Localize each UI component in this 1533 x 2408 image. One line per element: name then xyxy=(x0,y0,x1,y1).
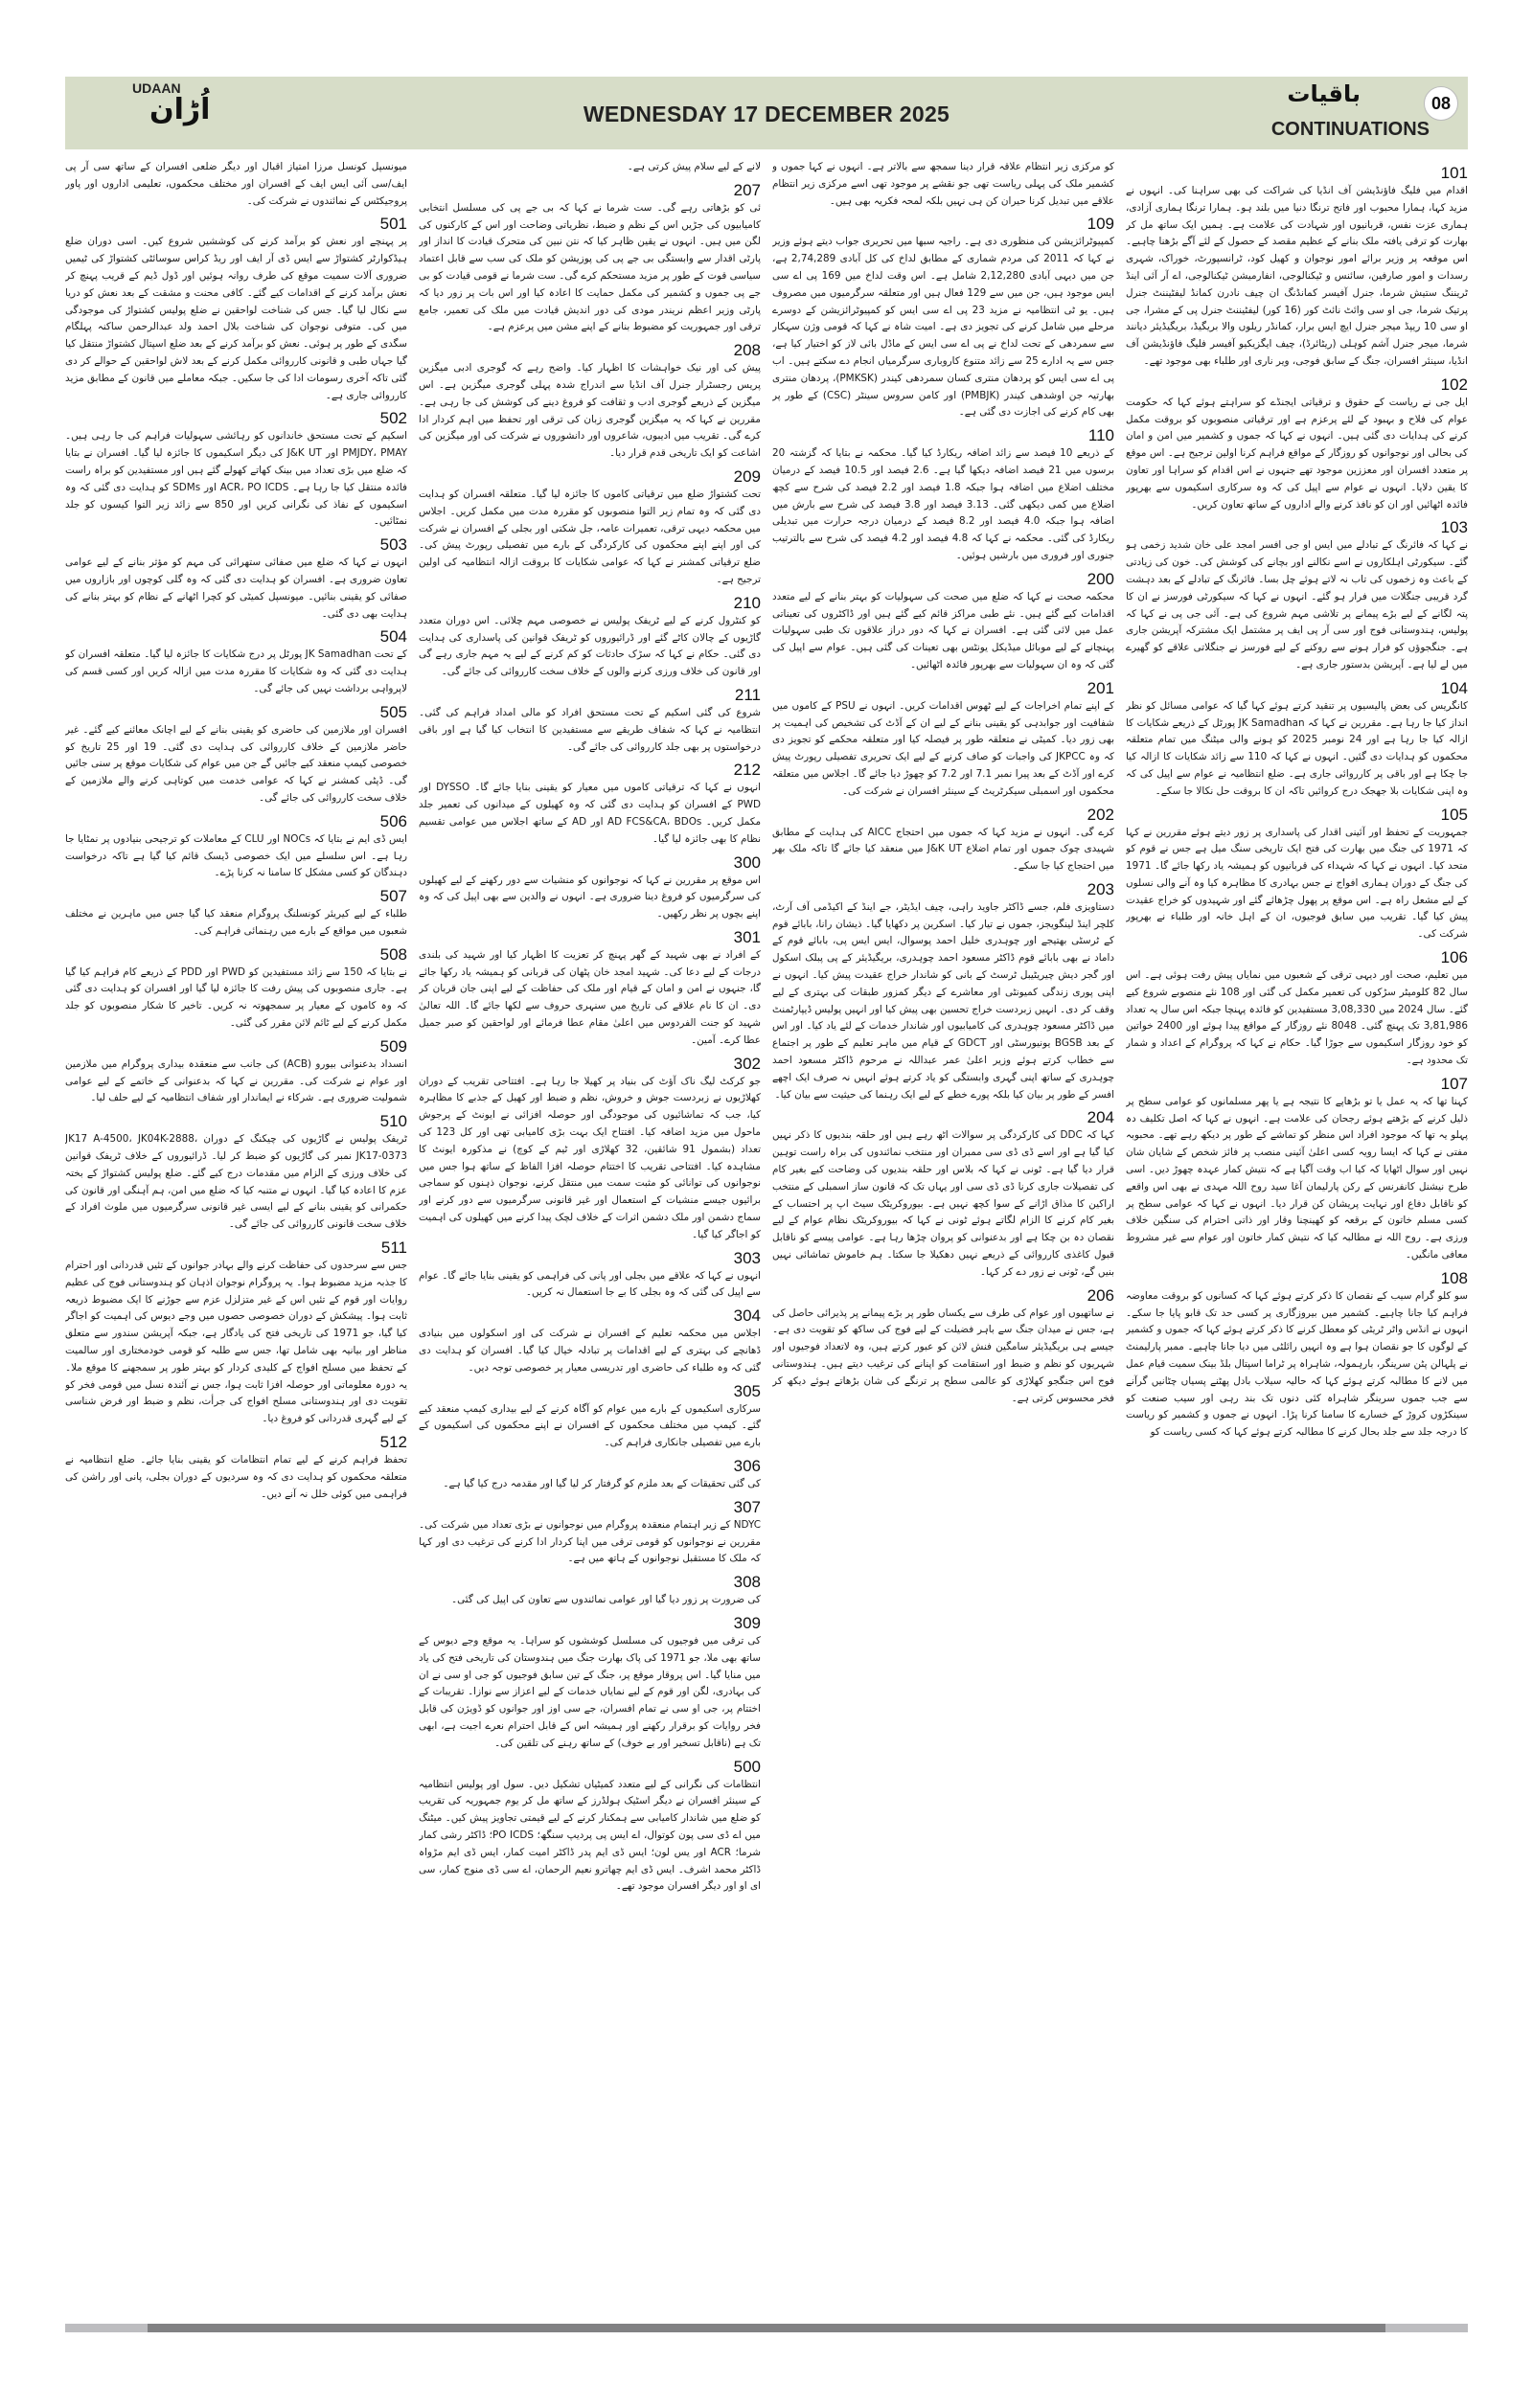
continuation-block xyxy=(65,1434,407,1503)
continuation-text: انسداد بدعنوانی بیورو (ACB) کی جانب سے منعقدہ بیداری پروگرام میں ملازمین اور عوام نے شرکت کی۔ مقررین نے کہا کہ بدعنوانی کے خاتمے کے لیے عوامی شمولیت ضروری ہے۔ شرکاء نے ایماندار اور شفاف انتظامیہ کے لیے حلف لیا۔ xyxy=(65,1057,407,1104)
brand-name-english: UDAAN xyxy=(132,80,181,96)
continuation-text: پیش کی اور نیک خواہشات کا اظہار کیا۔ واضح رہے کہ گوجری ادبی میگزین پریس رجسٹرار جنرل آف انڈیا سے اندراج شدہ پہلی گوجری میگزین ہے۔ اس میگزین کے ذریعے گوجری ادب و ثقافت کو فروغ دینے کی کوشش کی جا رہی ہے۔ مقررین نے کہا کہ یہ میگزین گوجری زبان کی ترقی اور تحفظ میں اہم کردار ادا کرے گی۔ تقریب میں ادیبوں، شاعروں اور دانشوروں نے شرکت کی اور میگزین کی اشاعت کو ایک تاریخی قدم قرار دیا۔ xyxy=(419,362,761,460)
continuation-number: 201 xyxy=(1087,678,1114,697)
continuation-text: ایل جی نے ریاست کے حقوق و ترقیاتی ایجنڈے کو سراہتے ہوئے کہا کہ حکومت عوام کی فلاح و بہبود کے لئے پرعزم ہے اور ترقیاتی منصوبوں کو بروقت مکمل کرنے کی ہدایات دی گئی ہیں۔ انہوں نے کہا کہ جموں و کشمیر میں امن و امان کی بحالی اور نوجوانوں کو روزگار کے مواقع فراہم کرنا اولین ترجیح ہے۔ اس موقع پر متعدد افسران اور معززین موجود تھے جنہوں نے اس اقدام کو سراہا اور تعاون کا یقین دلایا۔ انہوں نے عوام سے اپیل کی کہ وہ سرکاری اسکیموں سے بھرپور فائدہ اٹھائیں اور ان کو نافذ کرنے والے اداروں کے ساتھ تعاون کریں۔ xyxy=(1126,396,1468,511)
continuation-text: میونسپل کونسل مرزا امتیاز اقبال اور دیگر ضلعی افسران کے ساتھ سی آر پی ایف/سی آئی ایس ایف کے افسران اور مختلف محکموں، تعلیمی اداروں اور پاور پروجیکٹس کے نمائندوں نے شرکت کی۔ xyxy=(65,161,407,207)
continuation-text: ایس ڈی ایم نے بتایا کہ NOCs اور CLU کے معاملات کو ترجیحی بنیادوں پر نمٹایا جا رہا ہے۔ اس سلسلے میں ایک خصوصی ڈیسک قائم کیا گیا ہے تاکہ درخواست دہندگان کو کسی مشکل کا سامنا نہ کرنا پڑے۔ xyxy=(65,832,407,879)
continuation-text: انہوں نے کہا کہ ضلع میں صفائی ستھرائی کی مہم کو مؤثر بنانے کے لیے عوامی تعاون ضروری ہے۔ افسران کو ہدایت دی گئی کہ وہ گلی کوچوں اور بازاروں میں صفائی کو یقینی بنائیں۔ میونسپل کمیٹی کو کچرا اٹھانے کے نظام کو بہتر بنانے کی ہدایت بھی دی گئی۔ xyxy=(65,557,407,620)
continuation-number: 102 xyxy=(1440,375,1468,394)
continuation-number: 307 xyxy=(733,1497,761,1516)
continuation-number: 208 xyxy=(733,341,761,360)
continuation-number: 302 xyxy=(733,1054,761,1073)
continuation-block xyxy=(419,929,761,1050)
continuation-block xyxy=(419,1615,761,1753)
section-title-english: CONTINUATIONS xyxy=(1270,119,1430,140)
continuation-number: 107 xyxy=(1440,1074,1468,1093)
brand-name-urdu: اُڑان xyxy=(149,93,211,126)
continuation-number: 203 xyxy=(1087,879,1114,898)
continuation-number: 108 xyxy=(1440,1268,1468,1287)
continuation-number: 105 xyxy=(1440,805,1468,824)
continuation-text: افسران اور ملازمین کی حاضری کو یقینی بنانے کے لیے اچانک معائنے کیے گئے۔ غیر حاضر ملازمین کے خلاف کارروائی کی ہدایت دی گئی۔ 19 اور 25 تاریخ کو خصوصی کیمپ منعقد کیے جائیں گے جن میں عوام کی شکایات موقع پر سنی جائیں گی۔ ڈپٹی کمشنر نے کہا کہ عوامی خدمت میں کوتاہی کرنے والے ملازمین کے خلاف سخت کارروائی کی جائے گی۔ xyxy=(65,723,407,804)
continuation-block xyxy=(419,1759,761,1897)
continuation-block xyxy=(419,468,761,589)
continuation-number: 510 xyxy=(379,1112,407,1131)
continuation-number: 209 xyxy=(733,466,761,486)
continuation-text: کو مرکزی زیر انتظام علاقہ قرار دینا سمجھ سے بالاتر ہے۔ انہوں نے کہا جموں و کشمیر ملک کی پہلی ریاست تھی جو نقشے پر موجود تھی اسے مرکزی زیر انتظام علاقے میں تبدیل کرنا حیران کن ہی نہیں بلکہ لمحہ فکریہ بھی ہیں۔ xyxy=(772,161,1114,207)
continuation-text: کانگریس کی بعض پالیسیوں پر تنقید کرتے ہوئے کہا گیا کہ عوامی مسائل کو نظر انداز کیا جا رہا ہے۔ مقررین نے کہا کہ JK Samadhan پورٹل کے ذریعے شکایات کا ازالہ کیا جا رہا ہے اور 24 نومبر 2025 کو ہونے والی میٹنگ میں تمام متعلقہ محکموں کو ہدایات دی گئیں۔ انہوں نے کہا کہ 110 سے زائد شکایات کا ازالہ کیا جا چکا ہے اور باقی پر کارروائی جاری ہے۔ ضلع انتظامیہ نے عوام سے اپیل کی کہ وہ اپنی شکایات بلا جھجک درج کروائیں تاکہ ان کا بروقت حل نکالا جا سکے۔ xyxy=(1126,699,1468,797)
continuation-block xyxy=(1126,1076,1468,1264)
continuation-text: اقدام میں فلیگ فاؤنڈیشن آف انڈیا کی شراکت کی بھی سراہنا کی۔ انہوں نے مزید کہا، ہمارا محبوب اور فاتح ترنگا دنیا میں بلند ہو۔ ہمارا ترنگا ہماری آزادی، ہماری عزت نفس، قربانیوں اور شہادت کی علامت ہے۔ ہمیں ایک ساتھ مل کر بھارت کو ترقی یافتہ ملک بنانے کے عظیم مقصد کے حصول کے لئے آگے بڑھنا چاہیے۔ اس موقعہ پر وزیر برائے امور نوجوان و کھیل کود، ٹرانسپورٹ، خوراک، شہری رسدات و امور صارفین، سائنس و ٹیکنالوجی، انفارمیشن ٹیکنالوجی، اے آر آئی اینڈ ٹریننگ ستیش شرما، جنرل آفیسر کمانڈنگ ان چیف نادرن کمانڈ لیفٹیننٹ جنرل پرتیک شرما، جی او سی وائٹ نائٹ کور (16 کور) لیفٹیننٹ جنرل پی کے مشرا، جی او سی 10 ریپڈ میجر جنرل ایچ ایس برار، کمانڈر ریلوں والا بریگیڈ، بریگیڈیئر دیانند شرما، میجر جنرل آشم کوہلی (ریٹائرڈ)، چیف ایگزیکیو آفیسر فلیگ فاؤنڈیشن آف انڈیا، سینئر افسران، جنگ کے سابق فوجی، ویر ناری اور طلباء بھی موجود تھے۔ xyxy=(1126,185,1468,367)
continuation-number: 506 xyxy=(379,811,407,830)
continuation-number: 104 xyxy=(1440,678,1468,697)
section-title-urdu: باقیات xyxy=(1287,80,1361,107)
footer-bar xyxy=(65,2324,1468,2332)
continuation-text: کہا کہ DDC کی کارکردگی پر سوالات اٹھ رہے ہیں اور حلقہ بندیوں کا ذکر نہیں کیا گیا ہے اور اسے ڈی ڈی سی ممبران اور منتخب نمائندوں کی براہ راست توہین قرار دیا گیا ہے۔ ٹونی نے کہا کہ بلاس اور حلقہ بندیوں کی وضاحت کیے بغیر کام کی تفصیلات جاری کرنا ڈی ڈی سی اور یہاں تک کہ قانون ساز اسمبلی کے منتخب اراکین کا مذاق اڑانے کے سوا کچھ نہیں ہے۔ بیوروکریٹک سیٹ اپ پر احتساب کے بغیر کام کرنے کا الزام لگاتے ہوئے ٹونی نے کہا کہ بیوروکریٹک نظام عوام کے لیے نقصان دہ بن چکا ہے اور بدعنوانی کو پروان چڑھا رہا ہے۔ عوامی پیسے کو ناقابل قبول کاغذی کارروائی کے ذریعے نہیں دھکیلا جا سکتا۔ ہم خاموش تماشائی نہیں بنیں گے، ٹونی نے زور دے کر کہا۔ xyxy=(772,1129,1114,1278)
continuation-text: تحفظ فراہم کرنے کے لیے تمام انتظامات کو یقینی بنایا جائے۔ ضلع انتظامیہ نے متعلقہ محکموں کو ہدایت دی کہ وہ سردیوں کے دوران بجلی، پانی اور راشن کی فراہمی میں کوئی خلل نہ آنے دیں۔ xyxy=(65,1454,407,1500)
continuation-number: 303 xyxy=(733,1248,761,1267)
continuation-number: 309 xyxy=(733,1614,761,1632)
continuation-text: کے اپنے تمام اخراجات کے لیے ٹھوس اقدامات کریں۔ انہوں نے PSU کے کاموں میں شفافیت اور جوابدہی کو یقینی بنانے کے لیے ان کے آڈٹ کی تشخیص کی اہمیت پر بھی زور دیا۔ کمیٹی نے متعلقہ طور پر فیصلہ کیا اور متعلقہ محکمے کو تجویز دی کہ وہ JKPCC کی واجبات کو صاف کرنے کے لیے ایک تحریری تفصیلی رپورٹ پیش کرے اور آڈٹ کے بعد پیرا نمبر 7.1 اور 7.2 کو چھوڑ دیا جائے گا۔ اجلاس میں متعلقہ محکموں اور اسمبلی سیکرٹریٹ کے سینئر افسران نے شرکت کی۔ xyxy=(772,699,1114,797)
continuation-block xyxy=(65,1038,407,1107)
continuation-text: کہنا تھا کہ یہ عمل یا تو بڑھاپے کا نتیجہ ہے یا پھر مسلمانوں کو عوامی سطح پر ذلیل کرنے کے بڑھتے ہوئے رجحان کی علامت ہے۔ انہوں نے کہا کہ اصل تکلیف دہ پہلو یہ تھا کہ موجود افراد اس منظر کو تماشے کے طور پر دیکھ رہے تھے۔ محبوبہ مفتی نے کہا کہ ایسا رویہ کسی اعلیٰ آئینی منصب پر فائز شخص کے شایان شان نہیں اور سوال اٹھایا کہ کیا اب وقت آگیا ہے کہ نتیش کمار عہدہ چھوڑ دیں۔ اسی طرح نیشنل کانفرنس کے رکن پارلیمان آغا سید روح اللہ مہدی نے بھی اس واقعے کو ناقابل دفاع اور نہایت پریشان کن قرار دیا۔ انہوں نے کہا کہ عوامی سطح پر کسی مسلم خاتون کے برقعہ کو کھینچنا وقار اور ذاتی احترام کی سنگین خلاف ورزی ہے۔ روح اللہ نے مطالبہ کیا کہ نتیش کمار خاتون اور عوام سے غیر مشروط معافی مانگیں۔ xyxy=(1126,1095,1468,1261)
continuation-block xyxy=(419,687,761,756)
continuation-number: 301 xyxy=(733,927,761,946)
continuation-block xyxy=(1126,519,1468,673)
page-number-badge: 08 xyxy=(1424,86,1458,121)
continuation-number: 502 xyxy=(379,409,407,428)
continuation-text: طلباء کے لیے کیریئر کونسلنگ پروگرام منعقد کیا گیا جس میں ماہرین نے مختلف شعبوں میں مواقع کے بارے میں رہنمائی فراہم کی۔ xyxy=(65,908,407,937)
continuation-block xyxy=(419,854,761,923)
column-4 xyxy=(65,159,407,2314)
continuation-text: محکمہ صحت نے کہا کہ ضلع میں صحت کی سہولیات کو بہتر بنانے کے لیے متعدد اقدامات کیے گئے ہیں۔ نئے طبی مراکز قائم کیے گئے ہیں اور ڈاکٹروں کی تعیناتی عمل میں لائی گئی ہے۔ افسران نے کہا کہ دور دراز علاقوں تک طبی سہولیات پہنچانے کے لیے موبائل میڈیکل یونٹس بھی تعینات کی گئی ہیں۔ عوام سے اپیل کی گئی کہ وہ ان سہولیات سے بھرپور فائدہ اٹھائیں۔ xyxy=(772,590,1114,670)
continuation-block xyxy=(1126,165,1468,371)
continuation-number: 308 xyxy=(733,1573,761,1592)
continuation-block xyxy=(65,946,407,1033)
continuation-text: دستاویزی فلم، جسے ڈاکٹر جاوید راہی، چیف ایڈیٹر، جے اینڈ کے اکیڈمی آف آرٹ، کلچر اینڈ لینگویجز، جموں نے تیار کیا۔ اسکرین پر دکھایا گیا۔ ذیشان رانا، بابائے قوم کے ٹرسٹی بھتیجے اور چوہدری خلیل احمد پوسوال، ایس ایس پی، بابائے قوم کے داماد نے بھی بابائے قوم ڈاکٹر مسعود احمد چوہدری، بریگیڈیئر کے پی پبلک اسکول اور گجر دیش چیریٹیبل ٹرسٹ کے بانی کو شاندار خراج عقیدت پیش کیا۔ انہوں نے اپنی پوری زندگی کمیونٹی اور معاشرے کے دیگر کمزور طبقات کی بہتری کے لیے وقف کر دی۔ انہیں زبردست خراج تحسین بھی پیش کیا اور انہیں پولیس ڈیپارٹمنٹ میں ڈاکٹر مسعود چوہدری کی کامیابیوں اور شاندار خدمات کے لئے یاد کیا۔ اور اس کے بعد BGSB یونیورسٹی اور GDCT کے قیام میں ماہر تعلیم کے طور پر اجتماع سے خطاب کرتے ہوئے وزیر اعلیٰ عمر عبداللہ نے مرحوم ڈاکٹر مسعود احمد چوہدری کے ساتھ اپنی گہری وابستگی کو یاد کرتے ہوئے انہیں نہ صرف ایک اچھے افسر کے طور پر بیان کیا بلکہ پورے خطے کے لیے ایک رہنما کی حیثیت سے بیان کیا۔ xyxy=(772,900,1114,1101)
continuation-block xyxy=(772,680,1114,801)
continuation-text: اس موقع پر مقررین نے کہا کہ نوجوانوں کو منشیات سے دور رکھنے کے لیے کھیلوں کی سرگرمیوں کو فروغ دینا ضروری ہے۔ انہوں نے والدین سے بھی اپیل کی کہ وہ اپنے بچوں پر نظر رکھیں۔ xyxy=(419,874,761,920)
continuation-text: لانے کے لیے سلام پیش کرتی ہے۔ xyxy=(627,161,761,172)
continuation-block xyxy=(419,1307,761,1376)
continuation-block xyxy=(772,159,1114,210)
continuation-text: ٹریفک پولیس نے گاڑیوں کی چیکنگ کے دوران JK17 A-4500، JK04K-2888، JK17-0373 نمبر کی گاڑیوں کو ضبط کر لیا۔ ڈرائیوروں کے خلاف ٹریفک قوانین کی خلاف ورزی کے الزام میں مقدمات درج کیے گئے۔ ضلع پولیس کشتواڑ کے بختہ عزم کا اعادہ کیا گیا۔ انہوں نے متنبہ کیا کہ ضلع میں امن، ہم آہنگی اور قانون کی حکمرانی کو یقینی بنانے کے لیے ایسی غیر قانونی سرگرمیوں میں ملوث افراد کے خلاف سخت قانونی کارروائی کی جائے گی۔ xyxy=(65,1133,407,1231)
continuation-number: 202 xyxy=(1087,805,1114,824)
continuation-block xyxy=(1126,376,1468,514)
article-columns xyxy=(65,159,1468,2314)
continuation-text: جمہوریت کے تحفظ اور آئینی اقدار کی پاسداری پر زور دیتے ہوئے مقررین نے کہا کہ 1971 کی جنگ میں بھارت کی فتح ایک تاریخی سنگ میل ہے جس نے قوم کو متحد کیا۔ انہوں نے کہا کہ شہداء کی قربانیوں کو ہمیشہ یاد رکھا جائے گا۔ 1971 کی جنگ کے دوران ہماری افواج نے جس بہادری کا مظاہرہ کیا وہ آنے والی نسلوں کے لیے مشعل راہ ہے۔ اس موقع پر پھول چڑھائے گئے اور شہیدوں کو خراج عقیدت پیش کیا گیا۔ تقریب میں سابق فوجیوں، ان کے اہل خانہ اور طلباء نے بھرپور شرکت کی۔ xyxy=(1126,826,1468,941)
continuation-text: نے بتایا کہ 150 سے زائد مستفیدین کو PWD اور PDD کے ذریعے کام فراہم کیا گیا ہے۔ جاری منصوبوں کی پیش رفت کا جائزہ لیا گیا اور افسران کو ہدایت دی گئی کہ وہ کاموں کے معیار پر سمجھوتہ نہ کریں۔ تاخیر کا شکار منصوبوں کو جلد مکمل کرنے کے لیے ٹائم لائن مقرر کی گئی۔ xyxy=(65,965,407,1030)
continuation-text: جو کرکٹ لیگ ناک آؤٹ کی بنیاد پر کھیلا جا رہا ہے۔ افتتاحی تقریب کے دوران کھلاڑیوں نے زبردست جوش و خروش، نظم و ضبط اور کھیل کے جذبے کا مظاہرہ کیا، جب کہ تماشائیوں کی موجودگی اور حوصلہ افزائی نے ایونٹ کے پرجوش ماحول میں مزید اضافہ کیا۔ افتتاح ایک بہت بڑی کامیابی تھی اور کل 123 کی تعداد (بشمول 91 شائقین، 32 کھلاڑی اور ٹیم کے کوچ) نے مذکورہ ایونٹ کا مشاہدہ کیا۔ افتتاحی تقریب کا اختتام حوصلہ افزا الفاظ کے ساتھ ہوا جس میں نوجوانوں کی توانائی کو مثبت سمت میں منتقل کرنے، نوجوان ذہنوں کو سماجی برائیوں جیسے منشیات کے استعمال اور غیر قانونی سرگرمیوں سے دور کرنے اور سماج دشمن اور ملک دشمن اثرات کے خلاف لچک پیدا کرنے میں کھیلوں کی اہمیت کو اجاگر کیا گیا۔ xyxy=(419,1075,761,1240)
continuation-number: 103 xyxy=(1440,518,1468,537)
continuation-number: 508 xyxy=(379,944,407,964)
continuation-text: NDYC کے زیر اہتمام منعقدہ پروگرام میں نوجوانوں نے بڑی تعداد میں شرکت کی۔ مقررین نے نوجوانوں کو قومی ترقی میں اپنا کردار ادا کرنے کی ترغیب دی اور کہا کہ ملک کا مستقبل نوجوانوں کے ہاتھ میں ہے۔ xyxy=(419,1518,761,1565)
continuation-block xyxy=(1126,1270,1468,1442)
continuation-block xyxy=(65,536,407,623)
continuation-number: 101 xyxy=(1440,164,1468,182)
continuation-number: 304 xyxy=(733,1306,761,1326)
continuation-text: کی ضرورت پر زور دیا گیا اور عوامی نمائندوں سے تعاون کی اپیل کی گئی۔ xyxy=(451,1594,761,1606)
continuation-block xyxy=(1126,680,1468,801)
continuation-text: پر پہنچے اور نعش کو برآمد کرنے کی کوششیں شروع کیں۔ اسی دوران ضلع ہیڈکوارٹر کشتواڑ سے ایس ڈی آر ایف اور ریڈ کراس سوسائٹی کشتواڑ کی ٹیمیں ضروری آلات سمیت موقع کی طرف روانہ ہوئیں اور ڈول ڈیم کے قریب پہنچ کر نعش برآمد کرنے کے اقدامات کیے گئے۔ کافی محنت و مشقت کے بعد نعش کو دریا سے نکال لیا گیا۔ جس کی شناخت لواحقین نے ضلع پولیس کشتواڑ کی موجودگی میں کی۔ متوفی نوجوان کی شناخت بلال احمد ولد عبدالرحمن ساکنہ پہلگام سگدی کے طور پر ہوئی۔ نعش کو برآمد کرنے کے بعد ضلع اسپتال کشتواڑ منتقل کیا گیا جہاں طبی و قانونی کارروائی مکمل کرنے کے بعد لاش لواحقین کے حوالے کر دی گئی تاکہ آخری رسومات ادا کی جا سکیں۔ جبکہ معاملے میں قانون کے مطابق مزید کارروائی جاری ہے۔ xyxy=(65,236,407,401)
continuation-block xyxy=(772,427,1114,565)
continuation-number: 501 xyxy=(379,215,407,234)
continuation-text: اسکیم کے تحت مستحق خاندانوں کو رہائشی سہولیات فراہم کی جا رہی ہیں۔ PMJDY، PMAY اور J&K UT کی دیگر اسکیموں کا جائزہ لیا گیا۔ افسران نے بتایا کہ ضلع میں بڑی تعداد میں بینک کھاتے کھولے گئے ہیں اور مستفیدین کو براہ راست فائدہ منتقل کیا جا رہا ہے۔ ACR، PO ICDS اور SDMs کو ہدایت دی گئی کہ وہ اسکیموں کے نفاذ کی نگرانی کریں اور 850 سے زائد زیر التوا کیسوں کو جلد نمٹائیں۔ xyxy=(65,430,407,528)
continuation-number: 505 xyxy=(379,702,407,721)
continuation-block xyxy=(65,813,407,882)
continuation-block xyxy=(419,761,761,848)
continuation-block xyxy=(1126,949,1468,1070)
continuation-number: 204 xyxy=(1087,1108,1114,1127)
continuation-number: 504 xyxy=(379,627,407,647)
continuation-block xyxy=(772,571,1114,674)
continuation-block xyxy=(65,410,407,531)
continuation-text: ئی کو بڑھاتی رہے گی۔ ست شرما نے کہا کہ بی جے پی کی مسلسل انتخابی کامیابیوں کی جڑیں اس کے نظم و ضبط، نظریاتی وضاحت اور اس کے کارکنوں کی لگن میں ہیں۔ انہوں نے یقین ظاہر کیا کہ نتن نبین کی متحرک قیادت کا انداز اور پارٹی اقدار سے وابستگی بی جے پی کی پوزیشن کو ملک کی سب سے قابل اعتماد سیاسی قوت کے طور پر مزید مستحکم کرے گی۔ ست شرما نے قومی قیادت کو بی جے پی جموں و کشمیر کی مکمل حمایت کا اعادہ کیا اور اس بات پر زور دیا کہ پارٹی وزیر اعظم نریندر مودی کی دور اندیش قیادت میں ملک کی تعمیر، جامع ترقی اور جمہوریت کو مضبوط بنانے کے اپنے مشن میں پرعزم ہے۔ xyxy=(419,201,761,333)
continuation-block xyxy=(419,595,761,681)
continuation-block xyxy=(65,1239,407,1428)
continuation-number: 512 xyxy=(379,1433,407,1452)
continuation-text: کرے گی۔ انہوں نے مزید کہا کہ جموں میں احتجاج AICC کی ہدایت کے مطابق شہیدی چوک جموں اور تمام اضلاع J&K UT میں منعقد کیا جائے گا تاکہ ملک بھر میں احتجاج کیا جا سکے۔ xyxy=(772,826,1114,873)
continuation-text: کے افراد نے بھی شہید کے گھر پہنچ کر تعزیت کا اظہار کیا اور شہید کی بلندی درجات کے لیے دعا کی۔ شہید امجد خان پٹھان کی قربانی کو ہمیشہ یاد رکھا جائے گا، جنہوں نے امن و امان کے قیام اور ملک کی حفاظت کے لیے اپنی جان قربان کر دی۔ ان کا نام علاقے کی تاریخ میں سنہری حروف سے لکھا جائے گا۔ اللہ تعالیٰ شہید کو جنت الفردوس میں اعلیٰ مقام عطا فرمائے اور لواحقین کو صبر جمیل عطا کرے۔ آمین۔ xyxy=(419,948,761,1046)
continuation-text: کی گئی تحقیقات کے بعد ملزم کو گرفتار کر لیا گیا اور مقدمہ درج کیا گیا ہے۔ xyxy=(443,1478,761,1490)
continuation-block xyxy=(419,342,761,463)
continuation-block xyxy=(65,159,407,210)
continuation-number: 110 xyxy=(1087,426,1114,445)
continuation-text: انہوں نے کہا کہ علاقے میں بجلی اور پانی کی فراہمی کو یقینی بنایا جائے گا۔ عوام سے اپیل کی گئی کہ وہ بجلی کا بے جا استعمال نہ کریں۔ xyxy=(419,1269,761,1299)
continuation-text: نے کہا کہ فائرنگ کے تبادلے میں ایس او جی افسر امجد علی خان شدید زخمی ہو گئے۔ سیکورٹی اہلکاروں نے اسے نکالنے اور بچانے کی کوشش کی۔ خون کی زیادتی کے باعث وہ زخموں کی تاب نہ لاتے ہوئے چل بسا۔ فائرنگ کے تبادلے کے بعد دہشت گرد قریبی جنگلات میں فرار ہو گئے۔ انہوں نے کہا کہ سیکورٹی فورسز نے ان کا پتہ لگانے کے لیے بڑے پیمانے پر تلاشی مہم شروع کی ہے۔ آئی جی پی نے کہا کہ پولیس، ہندوستانی فوج اور سی آر پی ایف پر مشتمل ایک مشترکہ آپریشن جاری ہے۔ جنگجوؤں کو فرار ہونے سے روکنے کے لیے فورسز نے جنگلاتی علاقے کو گھیرے میں لے لیا ہے۔ آپریشن بدستور جاری ہے۔ xyxy=(1126,539,1468,670)
continuation-number: 206 xyxy=(1087,1285,1114,1305)
continuation-number: 511 xyxy=(380,1238,407,1258)
continuation-block xyxy=(419,1458,761,1493)
continuation-number: 210 xyxy=(733,593,761,612)
continuation-text: اجلاس میں محکمہ تعلیم کے افسران نے شرکت کی اور اسکولوں میں بنیادی ڈھانچے کی بہتری کے لیے اقدامات پر تبادلہ خیال کیا گیا۔ افسران کو ہدایت دی گئی کہ وہ طلباء کی حاضری اور تدریسی معیار پر خصوصی توجہ دیں۔ xyxy=(419,1328,761,1374)
continuation-text: سرکاری اسکیموں کے بارے میں عوام کو آگاہ کرنے کے لیے بیداری کیمپ منعقد کیے گئے۔ کیمپ میں مختلف محکموں کے افسران نے اپنے محکموں کی اسکیموں کے بارے میں تفصیلی جانکاری فراہم کی۔ xyxy=(419,1402,761,1449)
continuation-number: 109 xyxy=(1087,215,1114,234)
continuation-text: کے ذریعے 10 فیصد سے زائد اضافہ ریکارڈ کیا گیا۔ محکمہ نے بتایا کہ گزشتہ 20 برسوں میں 21 فیصد اضافہ دیکھا گیا ہے۔ 2.6 فیصد اور 10.5 فیصد کے درمیان مختلف اضلاع میں اضافہ ہوا جبکہ 1.8 فیصد اور 2.2 فیصد کی شرح سے کچھ اضلاع میں کمی دیکھی گئی۔ 3.13 فیصد اور 3.8 فیصد کی شرح سے بارش میں اضافہ ہوا جبکہ 4.0 فیصد اور 8.2 فیصد کے درمیان درجہ حرارت میں تبدیلی ریکارڈ کی گئی۔ محکمہ نے کہا کہ 4.8 فیصد اور 4.2 فیصد کی شرح سے بالترتیب جنوری اور فروری میں بارشیں ہوئیں۔ xyxy=(772,447,1114,561)
continuation-block xyxy=(419,1056,761,1244)
continuation-text: کی ترقی میں فوجیوں کی مسلسل کوششوں کو سراہا۔ یہ موقع وجے دیوس کے ساتھ بھی ملا، جو 1971 کی پاک بھارت جنگ میں ہندوستان کی تاریخی فتح کی یاد میں منایا گیا۔ اس پروقار موقع پر، جنگ کے تین سابق فوجیوں کو جی او سی نے ان کی بہادری، لگن اور قوم کے لیے نمایاں خدمات کے لیے اعزاز سے نوازا۔ تقریبات کے اختتام پر، جی او سی نے تمام افسران، جے سی اوز اور جوانوں کو ڈویژن کی قابل فخر روایات کو برقرار رکھنے اور ہمیشہ اس کے قابل احترام نعرے اجیت ہے، ابھی تک ہے (ناقابل تسخیر اور بے خوف) کے ساتھ رہنے کی تلقین کی۔ xyxy=(419,1635,761,1749)
continuation-number: 106 xyxy=(1440,948,1468,967)
continuation-block xyxy=(65,1113,407,1234)
continuation-text: کے تحت JK Samadhan پورٹل پر درج شکایات کا جائزہ لیا گیا۔ متعلقہ افسران کو ہدایت دی گئی کہ وہ شکایات کا مقررہ مدت میں ازالہ کریں اور کسی قسم کی لاپرواہی برداشت نہیں کی جائے گی۔ xyxy=(65,648,407,694)
continuation-block xyxy=(419,1383,761,1452)
continuation-block xyxy=(772,216,1114,421)
continuation-number: 509 xyxy=(379,1036,407,1056)
publication-date: WEDNESDAY 17 DECEMBER 2025 xyxy=(583,102,950,126)
footer-bar-inner xyxy=(148,2324,1385,2332)
continuation-block xyxy=(65,628,407,697)
continuation-number: 200 xyxy=(1087,569,1114,588)
column-3 xyxy=(419,159,761,2314)
continuation-block xyxy=(772,1109,1114,1281)
continuation-text: سو کلو گرام سیب کے نقصان کا ذکر کرتے ہوئے کہا کہ کسانوں کو بروقت معاوضہ فراہم کیا جانا چاہیے۔ کشمیر میں بیروزگاری پر کسی حد تک قابو پایا جا سکے۔ انہوں نے انڈس واٹر ٹریٹی کو معطل کرنے کا ذکر کرتے ہوئے کہا کہ جموں و کشمیر کے لوگوں کا جو نقصان ہوا ہے وہ انہیں رائلٹی میں دیا جانا چاہیے۔ ممبر پارلیمنٹ نے پلہالن پٹن سرینگر، بارہمولہ، شاہراہ پر ٹراما اسپتال بلڈ بینک سمیت قیام عمل میں لانے کا مطالبہ کرتے ہوئے کہا کہ حالیہ سیلاب بادل پھٹنے پسیاں چٹانیں گرآنے سے جب جموں سرینگر شاہراہ کئی دنوں تک بند رہی اور سیب صنعت کو سینکڑوں کروڑ کے خسارے کا سامنا کرنا پڑا۔ انہوں نے جموں و کشمیر کو ریاست کا درجہ جلد سے جلد بحال کرنے کا مطالبہ کرتے ہوئے کہا کہ کسی ریاست کو xyxy=(1126,1289,1468,1439)
continuation-number: 207 xyxy=(733,180,761,199)
continuation-block xyxy=(65,704,407,807)
continuation-block xyxy=(419,1499,761,1568)
continuation-number: 211 xyxy=(734,685,761,704)
continuation-text: تحت کشتواڑ ضلع میں ترقیاتی کاموں کا جائزہ لیا گیا۔ متعلقہ افسران کو ہدایت دی گئی کہ وہ تمام زیر التوا منصوبوں کو مقررہ مدت میں مکمل کریں۔ اجلاس میں محکمہ دیہی ترقی، تعمیرات عامہ، جل شکتی اور بجلی کے افسران نے شرکت کی اور اپنے اپنے محکموں کی کارکردگی کے بارے میں تفصیلی رپورٹ پیش کی۔ ضلع ترقیاتی کمشنر نے کہا کہ عوامی شکایات کا بروقت ازالہ انتظامیہ کی اولین ترجیح ہے۔ xyxy=(419,488,761,585)
continuation-block xyxy=(419,1574,761,1609)
continuation-block xyxy=(65,216,407,404)
continuation-text: جس سے سرحدوں کی حفاظت کرنے والے بہادر جوانوں کے تئیں قدردانی اور احترام کا جذبہ مزید مضبوط ہوا۔ یہ پروگرام نوجوان اذہان کو ہندوستانی فوج کی عظیم روایات اور قوم کے تئیں اس کے غیر متزلزل عزم سے جوڑنے کا ایک مضبوط ذریعہ ثابت ہوا۔ پیشکش کے دوران خصوصی حصوں میں وجے دیوس کی اہمیت کو اجاگر کیا گیا، جو 1971 کی تاریخی فتح کی یادگار ہے، جبکہ آپریشن سندور سے متعلق مناظر اور بیانیہ بھی شامل تھا، جس سے طلبہ کو قومی خودمختاری اور سالمیت کے تحفظ میں مسلح افواج کے کلیدی کردار کو بہتر طور پر سمجھنے کا موقع ملا۔ یہ دورہ معلوماتی اور حوصلہ افزا ثابت ہوا، جس نے آئندہ نسل میں قومی فخر کو تقویت دی اور ہندوستانی مسلح افواج کی جرأت، نظم و ضبط اور فرض شناسی کے لیے گہری قدردانی کو فروغ دیا۔ xyxy=(65,1260,407,1425)
continuation-text: میں تعلیم، صحت اور دیہی ترقی کے شعبوں میں نمایاں پیش رفت ہوئی ہے۔ اس سال 82 کلومیٹر سڑکوں کی تعمیر مکمل کی گئی اور 108 نئے منصوبے شروع کیے گئے۔ سال 2024 میں 3,08,330 مستفیدین کو فائدہ پہنچا جبکہ اس سال یہ تعداد 3,81,986 تک پہنچ گئی۔ 8048 نئے روزگار کے مواقع پیدا ہوئے اور 2400 خواتین کو خود روزگار اسکیموں سے جوڑا گیا۔ حکام نے کہا کہ پروگرام کے اعداد و شمار تک محدود ہے۔ xyxy=(1126,969,1468,1067)
continuation-text: کمپیوٹرائزیشن کی منظوری دی ہے۔ راجیہ سبھا میں تحریری جواب دیتے ہوئے وزیر نے کہا کہ 2011 کی مردم شماری کے مطابق لداخ کی کل آبادی 2,74,289 ہے، جن میں دیہی آبادی 2,12,280 شامل ہے۔ اس وقت لداخ میں 169 پی اے سی ایس موجود ہیں، جن میں سے 129 فعال ہیں اور متعلقہ سرگرمیوں میں مصروف ہیں۔ یو ٹی انتظامیہ نے مزید 23 پی اے سی ایس کو کمپیوٹرائزیشن کے دوسرے مرحلے میں شامل کرنے کی تجویز دی ہے۔ امیت شاہ نے کہا کہ قومی وژن سہکار سے سمردھی کے تحت لداخ نے پی اے سی ایس کے ماڈل بائی لاز کو اختیار کیا ہے، جس سے یہ ادارے 25 سے زائد متنوع کاروباری سرگرمیاں انجام دے سکتے ہیں۔ اب پی اے سی ایس کو پردھان منتری کسان سمردھی کیندر (PMKSK)، پردھان منتری بھارتیہ جن اوشدھی کیندر (PMBJK) اور کامن سروس سینٹر (CSC) کے طور پر بھی کام کرنے کی اجازت دی گئی ہے۔ xyxy=(772,236,1114,419)
continuation-text: انتظامات کی نگرانی کے لیے متعدد کمیٹیاں تشکیل دیں۔ سول اور پولیس انتظامیہ کے سینئر افسران نے دیگر اسٹیک ہولڈرز کے ساتھ مل کر یوم جمہوریہ کی تقریب کو ضلع میں شاندار کامیابی سے ہمکنار کرنے کے لیے قیمتی تجاویز پیش کیں۔ میٹنگ میں اے ڈی سی پون کوتوال، اے ایس پی پردیپ سنگھ؛ PO ICDS؛ ڈاکٹر رشی کمار شرما؛ ACR اور یس لون؛ ایس ڈی ایم پدر ڈاکٹر امیت کمار، ایس ڈی ایم مڑواہ ڈاکٹر محمد اشرف۔ ایس ڈی ایم چھاترو نعیم الرحمان، اے سی ڈی منوج کمار، سی ای او اور دیگر افسران موجود تھے۔ xyxy=(419,1778,761,1893)
masthead xyxy=(65,77,1468,149)
continuation-text: شروع کی گئی اسکیم کے تحت مستحق افراد کو مالی امداد فراہم کی گئی۔ انتظامیہ نے کہا کہ شفاف طریقے سے مستفیدین کا انتخاب کیا گیا ہے اور باقی درخواستوں پر بھی جلد کارروائی کی جائے گی۔ xyxy=(419,706,761,753)
column-2 xyxy=(772,159,1114,2314)
continuation-block xyxy=(65,888,407,941)
continuation-block xyxy=(419,159,761,176)
continuation-number: 212 xyxy=(733,761,761,780)
continuation-block xyxy=(772,1287,1114,1408)
continuation-number: 503 xyxy=(379,535,407,555)
continuation-block xyxy=(1126,806,1468,944)
continuation-block xyxy=(772,806,1114,875)
continuation-number: 306 xyxy=(733,1457,761,1476)
continuation-block xyxy=(419,1250,761,1303)
column-1 xyxy=(1126,159,1468,2314)
continuation-text: نے ساتھیوں اور عوام کی طرف سے یکساں طور پر بڑے پیمانے پر پذیرائی حاصل کی ہے، جس نے میدان جنگ سے باہر فضیلت کے لیے فوج کی ساکھ کو تقویت دی ہے۔ جیسے ہی بریگیڈیئر سامگین فنش لائن کو عبور کرتے ہیں، وہ لاتعداد فوجیوں اور شہریوں کو نظم و ضبط اور استقامت کو اپنانے کی ترغیب دیتے ہیں۔ ہندوستانی فوج اس جنگجو کھلاڑی کو عالمی سطح پر ترنگے کی شان بڑھاتے ہوئے دیکھ کر فخر محسوس کرتی ہے۔ xyxy=(772,1306,1114,1404)
continuation-block xyxy=(419,182,761,336)
continuation-text: کو کنٹرول کرنے کے لیے ٹریفک پولیس نے خصوصی مہم چلائی۔ اس دوران متعدد گاڑیوں کے چالان کاٹے گئے اور ڈرائیوروں کو ٹریفک قوانین کی پاسداری کی ہدایت دی گئی۔ حکام نے کہا کہ سڑک حادثات کو کم کرنے کے لیے یہ مہم جاری رہے گی اور قانون کی خلاف ورزی کرنے والوں کے خلاف سخت کارروائی کی جائے گی۔ xyxy=(419,614,761,678)
continuation-number: 305 xyxy=(733,1381,761,1400)
continuation-number: 507 xyxy=(379,887,407,906)
continuation-number: 300 xyxy=(733,852,761,872)
continuation-block xyxy=(772,881,1114,1104)
continuation-text: انہوں نے کہا کہ ترقیاتی کاموں میں معیار کو یقینی بنایا جائے گا۔ DYSSO اور PWD کے افسران کو ہدایت دی گئی کہ وہ کھیلوں کے میدانوں کی تعمیر جلد مکمل کریں۔ AD FCS&CA، BDOs اور AD کے ساتھ اجلاس میں عوامی تقسیم نظام کا بھی جائزہ لیا گیا۔ xyxy=(419,782,761,845)
continuation-number: 500 xyxy=(733,1757,761,1776)
